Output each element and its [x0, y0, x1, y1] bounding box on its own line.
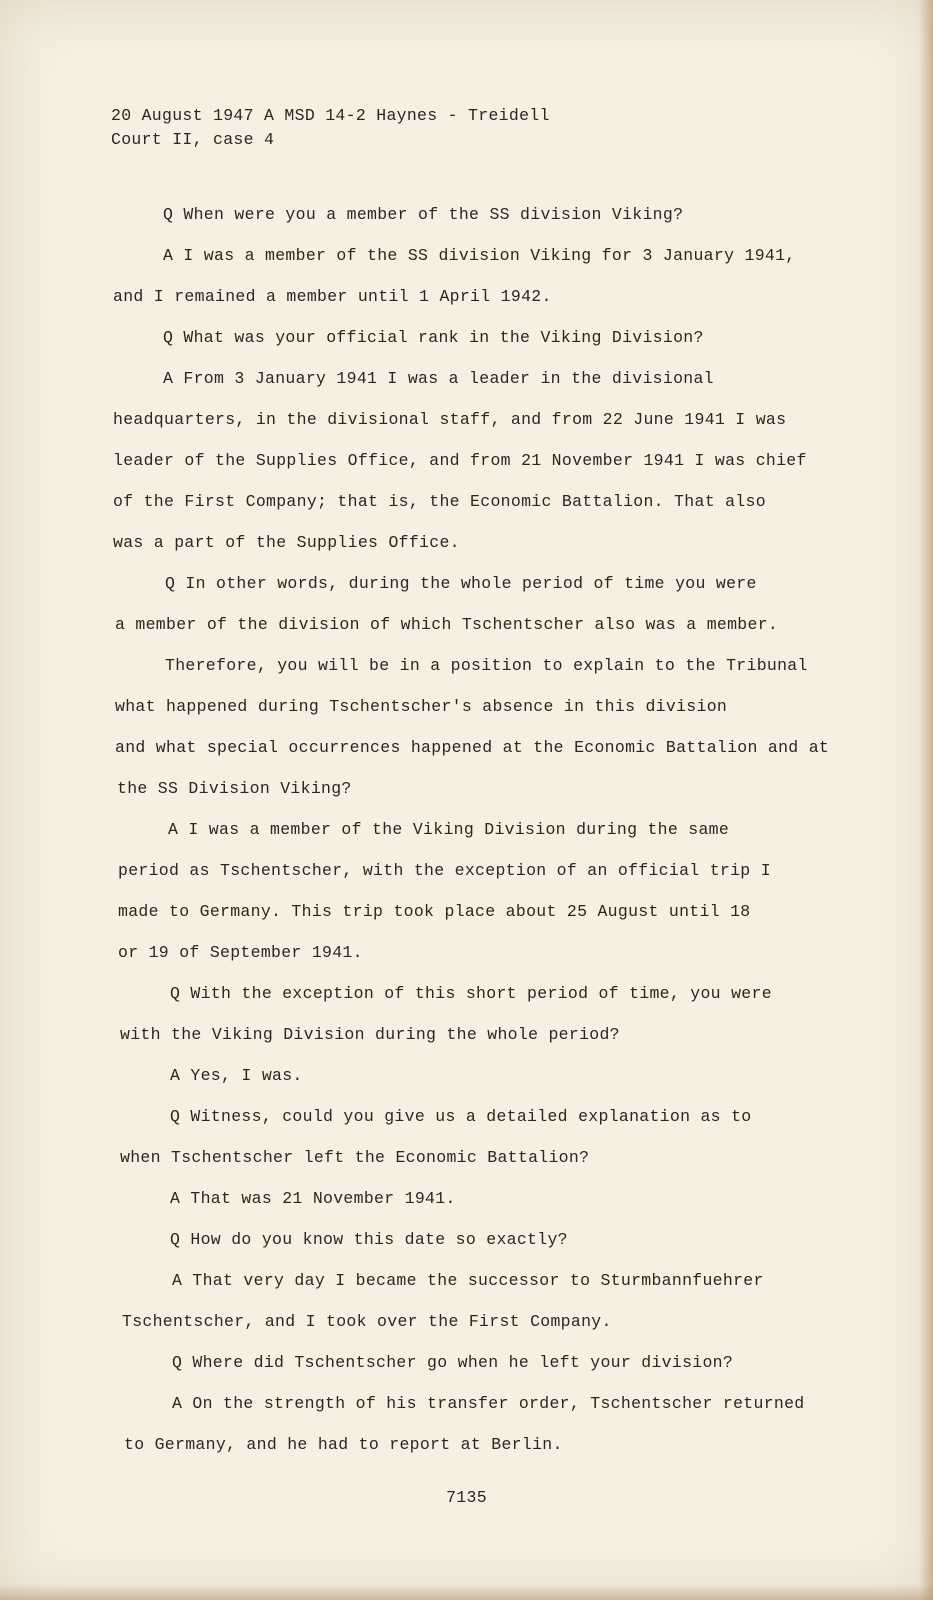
transcript-line: was a part of the Supplies Office.	[113, 533, 460, 552]
transcript-line: with the Viking Division during the whole period?	[120, 1025, 620, 1044]
transcript-line: A That was 21 November 1941.	[170, 1189, 456, 1208]
header-date-line: 20 August 1947 A MSD 14-2 Haynes - Treidell	[111, 106, 550, 125]
transcript-line: A Yes, I was.	[170, 1066, 303, 1085]
transcript-line: period as Tschentscher, with the exception of an official trip I	[118, 861, 771, 880]
transcript-line: Q When were you a member of the SS division Viking?	[163, 205, 684, 224]
page-number: 7135	[446, 1488, 487, 1507]
transcript-line: Q In other words, during the whole period of time you were	[165, 574, 757, 593]
transcript-line: Tschentscher, and I took over the First Company.	[122, 1312, 612, 1331]
transcript-line: headquarters, in the divisional staff, and from 22 June 1941 I was	[113, 410, 787, 429]
transcript-line: to Germany, and he had to report at Berlin.	[124, 1435, 563, 1454]
transcript-line: A I was a member of the Viking Division during the same	[168, 820, 730, 839]
header-court-line: Court II, case 4	[111, 130, 275, 149]
page-edge-shadow-right	[919, 0, 933, 1600]
transcript-line: made to Germany. This trip took place about 25 August until 18	[118, 902, 751, 921]
transcript-line: A That very day I became the successor to Sturmbannfuehrer	[172, 1271, 764, 1290]
transcript-line: when Tschentscher left the Economic Battalion?	[120, 1148, 590, 1167]
transcript-line: or 19 of September 1941.	[118, 943, 363, 962]
transcript-line: of the First Company; that is, the Economic Battalion. That also	[113, 492, 766, 511]
page-edge-shadow-bottom	[0, 1584, 933, 1600]
document-header	[111, 104, 550, 152]
transcript-line: leader of the Supplies Office, and from 21 November 1941 I was chief	[113, 451, 807, 470]
transcript-line: and I remained a member until 1 April 1942.	[113, 287, 552, 306]
transcript-line: Q Witness, could you give us a detailed explanation as to	[170, 1107, 752, 1126]
transcript-line: Q Where did Tschentscher go when he left your division?	[172, 1353, 734, 1372]
transcript-line: Therefore, you will be in a position to explain to the Tribunal	[165, 656, 808, 675]
transcript-line: what happened during Tschentscher's absence in this division	[115, 697, 728, 716]
transcript-line: A I was a member of the SS division Viking for 3 January 1941,	[163, 246, 796, 265]
transcript-line: A From 3 January 1941 I was a leader in the divisional	[163, 369, 714, 388]
transcript-line: Q With the exception of this short period of time, you were	[170, 984, 772, 1003]
transcript-line: Q How do you know this date so exactly?	[170, 1230, 568, 1249]
transcript-line: the SS Division Viking?	[117, 779, 352, 798]
transcript-line: Q What was your official rank in the Viking Division?	[163, 328, 704, 347]
transcript-line: A On the strength of his transfer order, Tschentscher returned	[172, 1394, 805, 1413]
transcript-line: and what special occurrences happened at the Economic Battalion and at	[115, 738, 830, 757]
transcript-line: a member of the division of which Tschentscher also was a member.	[115, 615, 779, 634]
